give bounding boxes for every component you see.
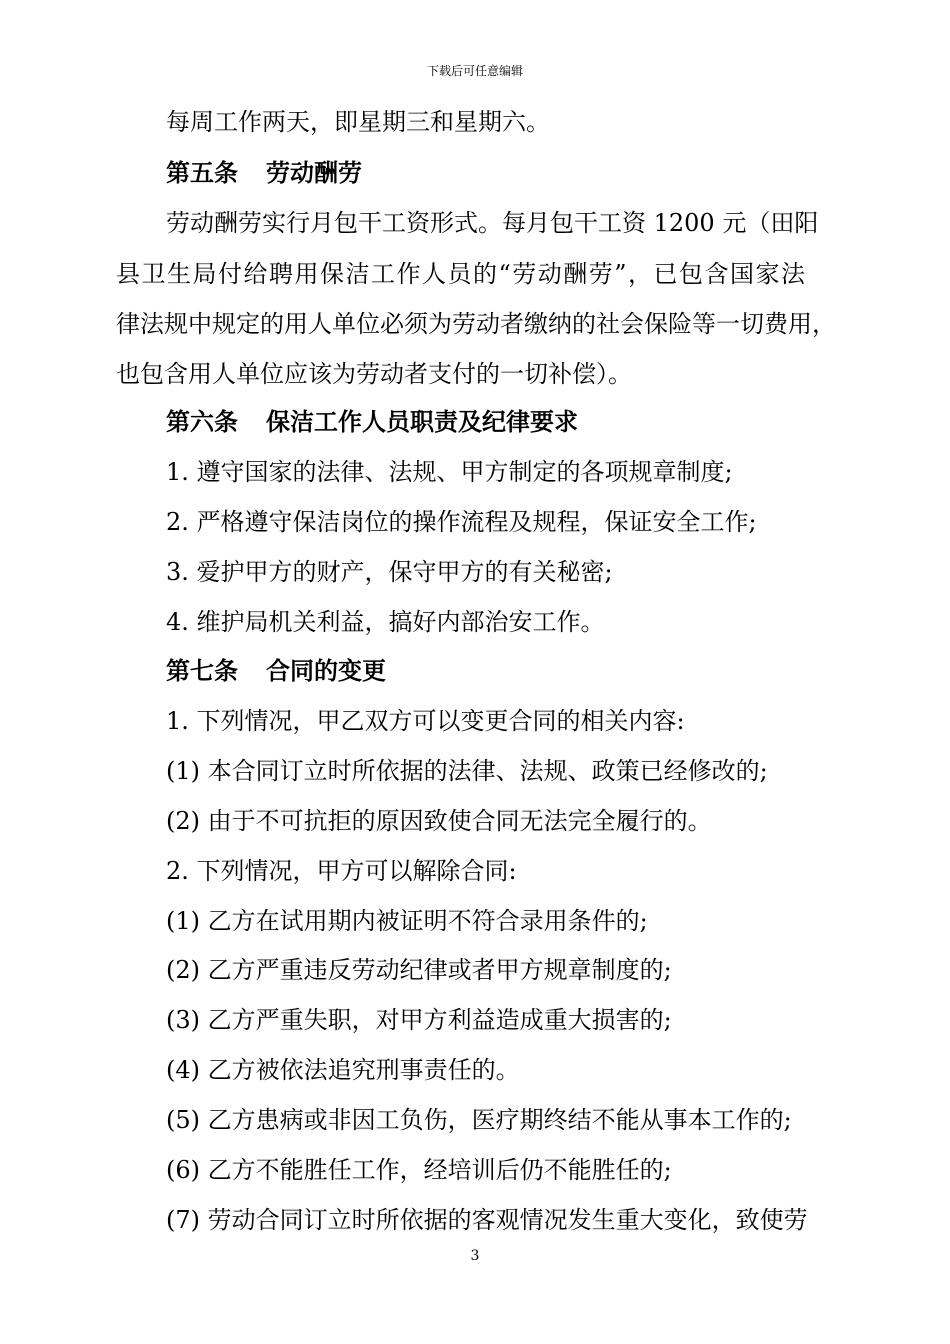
- article-number: 第六条: [166, 407, 238, 436]
- list-item: (2) 由于不可抗拒的原因致使合同无法完全履行的。: [166, 807, 712, 835]
- list-item: (6) 乙方不能胜任工作，经培训后仍不能胜任的;: [166, 1156, 672, 1184]
- list-item: 1. 下列情况，甲乙双方可以变更合同的相关内容:: [166, 707, 685, 735]
- article-number: 第七条: [166, 656, 238, 685]
- list-item: (1) 本合同订立时所依据的法律、法规、政策已经修改的;: [166, 757, 768, 785]
- list-item: (4) 乙方被依法追究刑事责任的。: [166, 1056, 520, 1084]
- page-number: 3: [470, 1248, 480, 1264]
- article-title: 合同的变更: [266, 656, 386, 685]
- list-item: 1. 遵守国家的法律、法规、甲方制定的各项规章制度;: [166, 458, 733, 486]
- list-item: (7) 劳动合同订立时所依据的客观情况发生重大变化，致使劳: [166, 1206, 808, 1234]
- list-item: (5) 乙方患病或非因工负伤，医疗期终结不能从事本工作的;: [166, 1106, 792, 1134]
- paragraph-line: 每周工作两天，即星期三和星期六。: [166, 108, 550, 136]
- page-header: 下载后可任意编辑: [426, 64, 523, 78]
- paragraph-line: 律法规中规定的用人单位必须为劳动者缴纳的社会保险等一切费用，: [116, 310, 836, 338]
- article-heading: [166, 654, 386, 688]
- list-item: 4. 维护局机关利益，搞好内部治安工作。: [166, 608, 605, 636]
- paragraph-line: 劳动酬劳实行月包干工资形式。每月包干工资 1200 元（田阳: [166, 209, 819, 237]
- article-heading: [166, 156, 362, 190]
- list-item: 2. 下列情况，甲方可以解除合同:: [166, 857, 517, 885]
- list-item: 3. 爱护甲方的财产，保守甲方的有关秘密;: [166, 558, 613, 586]
- list-item: (1) 乙方在试用期内被证明不符合录用条件的;: [166, 907, 648, 935]
- article-number: 第五条: [166, 158, 238, 187]
- paragraph-line: 也包含用人单位应该为劳动者支付的一切补偿）。: [116, 360, 632, 388]
- list-item: (2) 乙方严重违反劳动纪律或者甲方规章制度的;: [166, 956, 672, 984]
- list-item: (3) 乙方严重失职，对甲方利益造成重大损害的;: [166, 1006, 672, 1034]
- paragraph-line: 县卫生局付给聘用保洁工作人员的“劳动酬劳”，已包含国家法: [116, 260, 807, 288]
- article-heading: [166, 405, 578, 439]
- article-title: 保洁工作人员职责及纪律要求: [266, 407, 578, 436]
- list-item: 2. 严格遵守保洁岗位的操作流程及规程，保证安全工作;: [166, 508, 757, 536]
- article-title: 劳动酬劳: [266, 158, 362, 187]
